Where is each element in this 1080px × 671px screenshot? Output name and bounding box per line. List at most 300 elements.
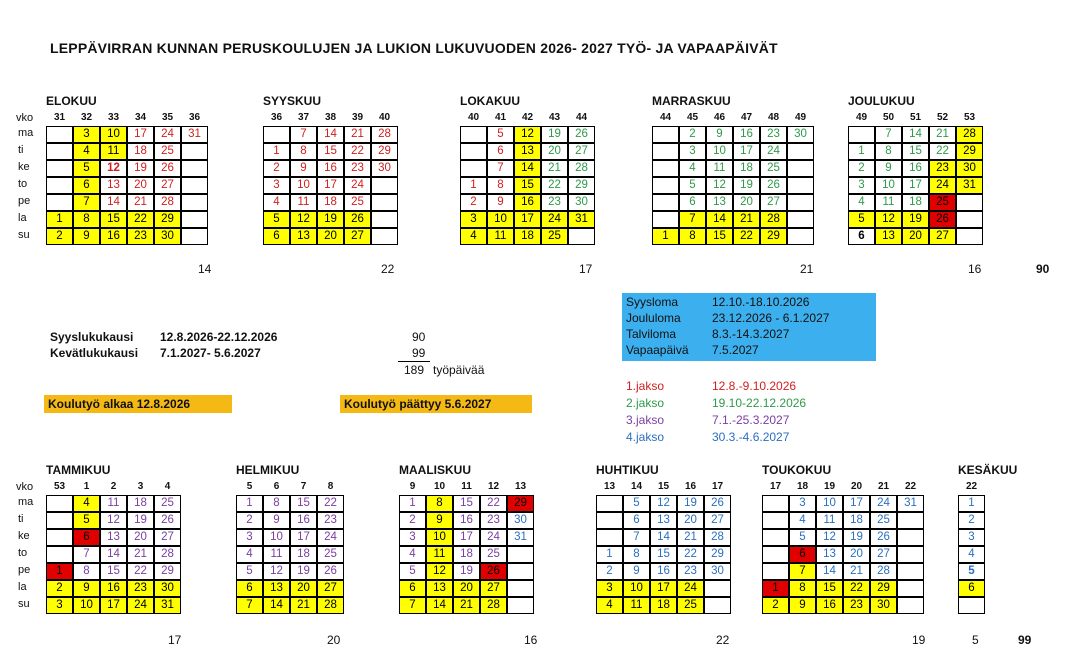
day-cell: 12 <box>706 177 733 194</box>
day-cell: 4 <box>596 597 623 614</box>
day-cell: 26 <box>929 211 956 228</box>
day-cell: 7 <box>290 126 317 143</box>
day-cell: 26 <box>704 495 731 512</box>
day-cell: 22 <box>929 143 956 160</box>
day-cell <box>652 126 679 143</box>
day-cell: 3 <box>46 597 73 614</box>
day-cell: 30 <box>154 228 181 245</box>
day-cell: 16 <box>650 563 677 580</box>
day-cell: 23 <box>541 194 568 211</box>
day-cell: 6 <box>236 580 263 597</box>
month-name: TOUKOKUU <box>762 463 832 477</box>
day-cell: 16 <box>816 597 843 614</box>
week-number: 39 <box>351 112 364 123</box>
day-cell: 17 <box>514 211 541 228</box>
day-cell: 3 <box>73 126 100 143</box>
day-cell: 22 <box>344 143 371 160</box>
day-cell: 23 <box>929 160 956 177</box>
day-cell: 20 <box>127 529 154 546</box>
autumn-term-label: Syyslukukausi <box>50 330 134 344</box>
period-dates: 7.1.-25.3.2027 <box>712 413 790 427</box>
day-cell: 2 <box>848 160 875 177</box>
day-label: pe <box>18 195 31 207</box>
day-cell: 4 <box>789 512 816 529</box>
day-cell <box>762 495 789 512</box>
day-cell: 6 <box>789 546 816 563</box>
day-cell: 3 <box>236 529 263 546</box>
day-cell: 9 <box>290 160 317 177</box>
day-cell: 24 <box>154 126 181 143</box>
day-cell: 29 <box>956 143 983 160</box>
day-cell: 18 <box>733 160 760 177</box>
day-cell: 31 <box>507 529 534 546</box>
day-cell: 8 <box>73 563 100 580</box>
day-cell: 26 <box>154 160 181 177</box>
week-number: 6 <box>273 481 280 492</box>
holiday-dates: 23.12.2026 - 6.1.2027 <box>712 311 830 325</box>
day-cell: 25 <box>154 495 181 512</box>
day-cell: 31 <box>181 126 208 143</box>
day-cell: 15 <box>706 228 733 245</box>
day-cell <box>181 160 208 177</box>
day-cell: 1 <box>46 211 73 228</box>
day-cell: 3 <box>399 529 426 546</box>
day-cell: 13 <box>290 228 317 245</box>
day-cell: 22 <box>480 495 507 512</box>
day-cell <box>787 211 814 228</box>
week-number: 48 <box>767 112 780 123</box>
day-cell: 12 <box>263 563 290 580</box>
day-cell: 11 <box>623 597 650 614</box>
week-number: 32 <box>80 112 93 123</box>
period-name: 4.jakso <box>626 430 665 444</box>
week-number: 50 <box>882 112 895 123</box>
day-cell: 11 <box>426 546 453 563</box>
day-cell: 25 <box>677 597 704 614</box>
day-cell: 21 <box>344 126 371 143</box>
day-cell: 9 <box>487 194 514 211</box>
day-cell: 12 <box>100 512 127 529</box>
day-cell: 29 <box>507 495 534 512</box>
day-cell: 6 <box>623 512 650 529</box>
day-cell <box>46 529 73 546</box>
day-cell: 8 <box>426 495 453 512</box>
day-cell: 13 <box>706 194 733 211</box>
day-cell: 4 <box>73 143 100 160</box>
day-cell <box>652 211 679 228</box>
day-cell: 31 <box>568 211 595 228</box>
holiday-dates: 7.5.2027 <box>712 343 759 357</box>
day-cell: 28 <box>154 546 181 563</box>
week-number: 12 <box>487 481 500 492</box>
day-cell: 20 <box>290 580 317 597</box>
day-cell <box>897 563 924 580</box>
day-cell: 15 <box>290 495 317 512</box>
month-workday-total: 5 <box>972 633 979 647</box>
day-cell: 4 <box>679 160 706 177</box>
day-cell: 14 <box>100 546 127 563</box>
day-cell: 22 <box>127 563 154 580</box>
day-cell: 26 <box>154 512 181 529</box>
day-cell: 25 <box>154 143 181 160</box>
day-cell: 21 <box>127 194 154 211</box>
month-workday-total: 19 <box>912 633 926 647</box>
day-cell: 4 <box>958 546 985 563</box>
day-cell: 30 <box>704 563 731 580</box>
day-cell: 15 <box>317 143 344 160</box>
day-cell: 29 <box>568 177 595 194</box>
vko-label: vko <box>16 112 34 124</box>
day-cell: 9 <box>73 228 100 245</box>
week-number: 51 <box>909 112 922 123</box>
holiday-name: Syysloma <box>626 295 679 309</box>
day-cell: 10 <box>263 529 290 546</box>
day-label: la <box>18 581 27 593</box>
day-cell: 9 <box>426 512 453 529</box>
day-cell: 16 <box>453 512 480 529</box>
day-cell: 29 <box>870 580 897 597</box>
day-cell <box>507 546 534 563</box>
week-number: 36 <box>188 112 201 123</box>
holiday-name: Talviloma <box>626 327 677 341</box>
day-cell: 31 <box>897 495 924 512</box>
day-cell: 22 <box>317 495 344 512</box>
day-cell <box>181 228 208 245</box>
spring-term-days: 99 <box>412 346 426 360</box>
day-cell <box>181 143 208 160</box>
week-number: 15 <box>657 481 670 492</box>
day-cell <box>460 143 487 160</box>
day-cell: 22 <box>127 211 154 228</box>
day-cell: 1 <box>236 495 263 512</box>
day-cell: 22 <box>541 177 568 194</box>
day-cell <box>371 194 398 211</box>
day-cell <box>181 194 208 211</box>
period-dates: 12.8.-9.10.2026 <box>712 379 797 393</box>
day-cell: 27 <box>929 228 956 245</box>
day-cell: 9 <box>263 512 290 529</box>
day-cell: 12 <box>426 563 453 580</box>
day-label: to <box>18 178 28 190</box>
month-name: TAMMIKUU <box>46 463 111 477</box>
day-cell: 2 <box>46 580 73 597</box>
day-cell: 21 <box>929 126 956 143</box>
day-cell <box>956 194 983 211</box>
day-cell: 2 <box>958 512 985 529</box>
day-cell: 23 <box>127 580 154 597</box>
week-number: 1 <box>83 481 90 492</box>
day-cell: 1 <box>958 495 985 512</box>
day-cell: 5 <box>789 529 816 546</box>
day-cell: 10 <box>487 211 514 228</box>
day-cell: 5 <box>623 495 650 512</box>
day-cell: 17 <box>650 580 677 597</box>
day-cell <box>46 177 73 194</box>
week-number: 4 <box>164 481 171 492</box>
day-cell: 8 <box>290 143 317 160</box>
day-cell: 15 <box>100 211 127 228</box>
day-cell: 4 <box>399 546 426 563</box>
week-number: 36 <box>270 112 283 123</box>
day-cell: 1 <box>596 546 623 563</box>
day-label: ke <box>18 530 30 542</box>
day-cell: 4 <box>236 546 263 563</box>
week-number: 34 <box>134 112 147 123</box>
sum-line <box>398 361 430 362</box>
day-cell: 19 <box>317 211 344 228</box>
day-cell: 24 <box>344 177 371 194</box>
day-cell: 28 <box>704 529 731 546</box>
day-cell: 25 <box>929 194 956 211</box>
month-name: HUHTIKUU <box>596 463 659 477</box>
day-cell: 27 <box>760 194 787 211</box>
week-number: 35 <box>161 112 174 123</box>
day-cell: 11 <box>263 546 290 563</box>
day-cell: 5 <box>399 563 426 580</box>
day-cell: 6 <box>73 529 100 546</box>
day-cell: 24 <box>541 211 568 228</box>
week-number: 3 <box>137 481 144 492</box>
start-banner: Koulutyö alkaa 12.8.2026 <box>44 395 232 413</box>
day-cell <box>787 143 814 160</box>
day-cell: 28 <box>154 194 181 211</box>
day-cell: 11 <box>290 194 317 211</box>
day-label: ti <box>18 513 24 525</box>
day-label: ke <box>18 161 30 173</box>
day-cell <box>181 211 208 228</box>
day-cell <box>762 512 789 529</box>
day-cell: 19 <box>902 211 929 228</box>
day-cell: 30 <box>956 160 983 177</box>
day-cell <box>704 597 731 614</box>
end-banner: Koulutyö päättyy 5.6.2027 <box>340 395 532 413</box>
day-cell: 6 <box>73 177 100 194</box>
week-number: 13 <box>603 481 616 492</box>
day-cell: 14 <box>100 194 127 211</box>
month-workday-total: 16 <box>968 262 982 276</box>
day-cell: 3 <box>596 580 623 597</box>
week-number: 47 <box>740 112 753 123</box>
week-number: 53 <box>963 112 976 123</box>
day-cell <box>704 580 731 597</box>
day-cell: 11 <box>875 194 902 211</box>
day-cell: 8 <box>623 546 650 563</box>
week-number: 41 <box>494 112 507 123</box>
day-cell: 29 <box>154 563 181 580</box>
day-cell: 3 <box>263 177 290 194</box>
day-cell: 25 <box>480 546 507 563</box>
day-cell <box>652 160 679 177</box>
day-cell: 9 <box>73 580 100 597</box>
day-label: ti <box>18 144 24 156</box>
day-cell <box>848 126 875 143</box>
month-workday-total: 22 <box>381 262 395 276</box>
month-name: LOKAKUU <box>460 94 520 108</box>
day-cell: 18 <box>290 546 317 563</box>
day-cell: 12 <box>514 126 541 143</box>
day-cell: 20 <box>453 580 480 597</box>
week-number: 45 <box>686 112 699 123</box>
day-cell: 23 <box>480 512 507 529</box>
day-cell: 8 <box>875 143 902 160</box>
period-dates: 19.10-22.12.2026 <box>712 396 807 410</box>
day-cell: 9 <box>789 597 816 614</box>
day-cell: 20 <box>317 228 344 245</box>
day-cell: 26 <box>870 529 897 546</box>
day-cell <box>568 228 595 245</box>
day-cell: 17 <box>843 495 870 512</box>
day-cell <box>652 143 679 160</box>
period-name: 1.jakso <box>626 379 665 393</box>
week-number: 18 <box>796 481 809 492</box>
day-cell: 7 <box>73 194 100 211</box>
day-cell: 7 <box>73 546 100 563</box>
day-cell: 3 <box>460 211 487 228</box>
day-cell: 10 <box>100 126 127 143</box>
day-label: to <box>18 547 28 559</box>
day-cell <box>958 597 985 614</box>
day-cell <box>507 597 534 614</box>
day-cell: 19 <box>541 126 568 143</box>
day-cell: 5 <box>679 177 706 194</box>
day-cell: 10 <box>73 597 100 614</box>
day-cell <box>371 228 398 245</box>
day-cell <box>263 126 290 143</box>
day-cell: 18 <box>453 546 480 563</box>
day-cell: 13 <box>263 580 290 597</box>
day-cell: 27 <box>704 512 731 529</box>
day-cell: 7 <box>679 211 706 228</box>
day-cell <box>762 546 789 563</box>
day-cell: 16 <box>100 580 127 597</box>
month-workday-total: 22 <box>716 633 730 647</box>
week-number: 2 <box>110 481 117 492</box>
month-name: ELOKUU <box>46 94 97 108</box>
day-cell <box>596 512 623 529</box>
day-cell <box>46 160 73 177</box>
day-cell: 13 <box>100 529 127 546</box>
day-cell: 10 <box>816 495 843 512</box>
day-cell: 11 <box>816 512 843 529</box>
day-cell: 7 <box>875 126 902 143</box>
day-cell: 14 <box>650 529 677 546</box>
day-cell: 18 <box>902 194 929 211</box>
day-cell: 12 <box>100 160 127 177</box>
day-cell: 30 <box>568 194 595 211</box>
day-cell <box>762 529 789 546</box>
day-cell: 18 <box>127 143 154 160</box>
day-label: ma <box>18 496 34 508</box>
day-cell <box>46 512 73 529</box>
day-cell: 20 <box>677 512 704 529</box>
day-cell: 30 <box>371 160 398 177</box>
day-label: pe <box>18 564 31 576</box>
day-cell: 27 <box>154 177 181 194</box>
day-cell: 19 <box>290 563 317 580</box>
day-cell: 20 <box>127 177 154 194</box>
day-cell: 7 <box>236 597 263 614</box>
day-cell: 3 <box>848 177 875 194</box>
day-cell <box>460 126 487 143</box>
week-number: 52 <box>936 112 949 123</box>
month-name: MAALISKUU <box>399 463 471 477</box>
day-cell <box>897 580 924 597</box>
day-cell: 27 <box>344 228 371 245</box>
day-cell <box>897 597 924 614</box>
day-cell: 27 <box>870 546 897 563</box>
week-number: 33 <box>107 112 120 123</box>
total-days-label: työpäivää <box>433 363 485 377</box>
day-cell: 25 <box>541 228 568 245</box>
day-cell: 7 <box>623 529 650 546</box>
day-cell: 8 <box>487 177 514 194</box>
day-cell: 2 <box>596 563 623 580</box>
holiday-name: Joululoma <box>626 311 681 325</box>
month-workday-total: 14 <box>198 262 212 276</box>
day-cell: 30 <box>507 512 534 529</box>
day-cell: 31 <box>154 597 181 614</box>
day-cell: 27 <box>154 529 181 546</box>
week-number: 46 <box>713 112 726 123</box>
day-cell: 4 <box>848 194 875 211</box>
day-cell: 29 <box>154 211 181 228</box>
day-cell: 3 <box>958 529 985 546</box>
day-cell: 17 <box>290 529 317 546</box>
day-cell: 31 <box>956 177 983 194</box>
day-cell: 13 <box>426 580 453 597</box>
period-name: 2.jakso <box>626 396 665 410</box>
month-workday-total: 16 <box>524 633 538 647</box>
week-number: 21 <box>877 481 890 492</box>
day-cell: 1 <box>762 580 789 597</box>
day-cell: 14 <box>263 597 290 614</box>
holiday-dates: 8.3.-14.3.2027 <box>712 327 790 341</box>
week-number: 43 <box>548 112 561 123</box>
period-dates: 30.3.-4.6.2027 <box>712 430 790 444</box>
autumn-grand-total: 90 <box>1036 262 1050 276</box>
holiday-box <box>622 293 876 361</box>
day-label: la <box>18 212 27 224</box>
month-name: KESÄKUU <box>958 463 1018 477</box>
day-cell: 27 <box>480 580 507 597</box>
week-number: 11 <box>461 481 472 492</box>
day-cell: 5 <box>73 160 100 177</box>
day-cell: 10 <box>426 529 453 546</box>
day-cell: 10 <box>290 177 317 194</box>
day-cell: 29 <box>704 546 731 563</box>
day-cell: 28 <box>317 597 344 614</box>
day-cell: 6 <box>958 580 985 597</box>
day-cell: 19 <box>733 177 760 194</box>
day-cell: 11 <box>100 495 127 512</box>
day-cell <box>371 177 398 194</box>
day-cell: 24 <box>870 495 897 512</box>
day-cell: 6 <box>848 228 875 245</box>
day-cell: 28 <box>480 597 507 614</box>
week-number: 37 <box>297 112 310 123</box>
day-cell <box>596 495 623 512</box>
day-cell: 2 <box>679 126 706 143</box>
week-number: 20 <box>850 481 863 492</box>
day-cell: 17 <box>127 126 154 143</box>
day-cell: 25 <box>870 512 897 529</box>
day-cell: 28 <box>568 160 595 177</box>
week-number: 22 <box>965 481 978 492</box>
day-cell: 25 <box>760 160 787 177</box>
day-cell: 24 <box>127 597 154 614</box>
day-cell: 5 <box>958 563 985 580</box>
week-number: 53 <box>53 481 66 492</box>
